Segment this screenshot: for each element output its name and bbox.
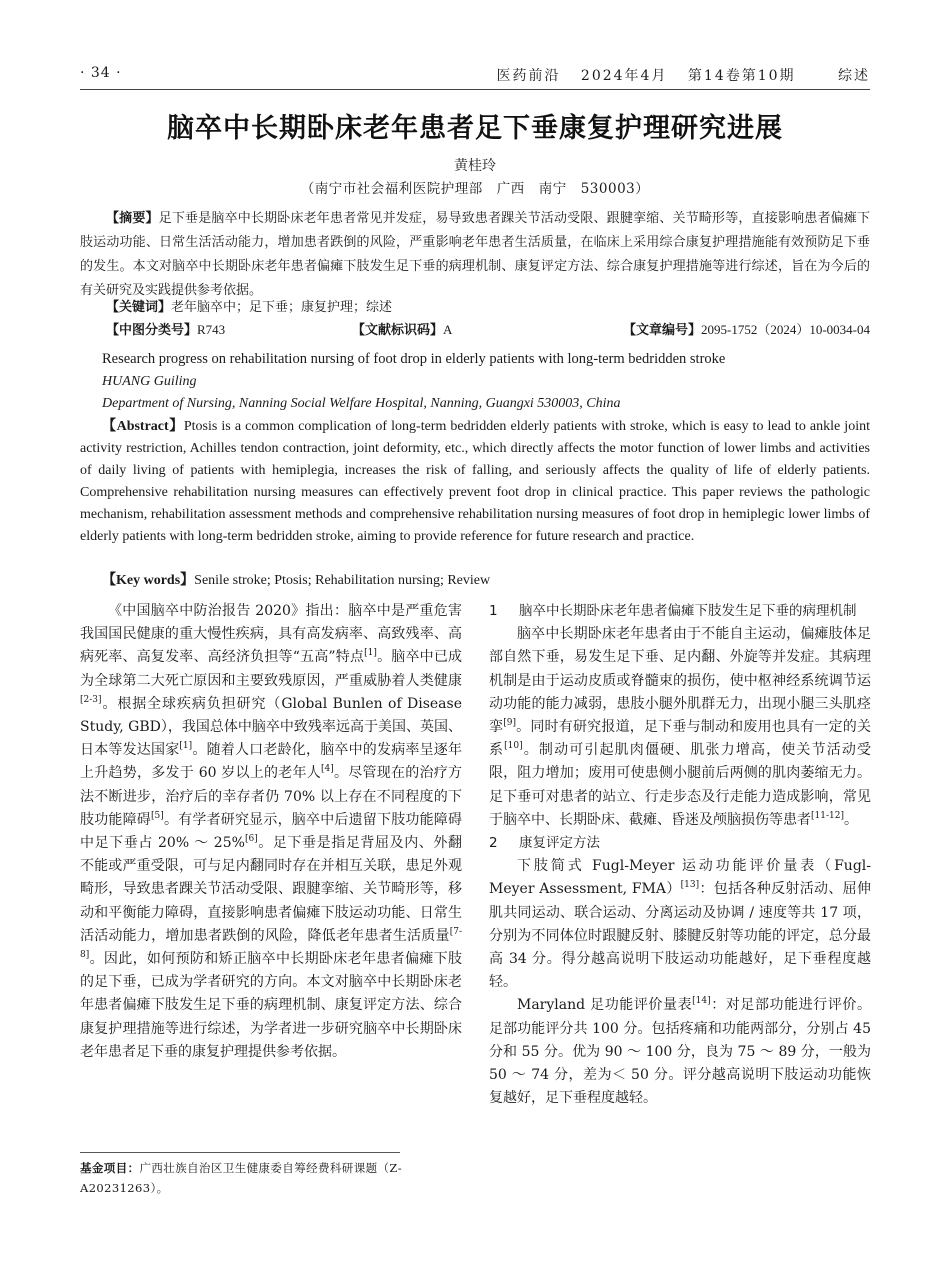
maryland-paragraph: Maryland 足功能评价量表[14]：对足部功能进行评价。足部功能评分共 100 分。包括疼痛和功能两部分，分别占 45 分和 55 分。优为 90 ～ 100 分，良为 75 ～ 89 分，一般为 50 ～ 74 分，差为＜ 50 分。评分越高说明下肢运动功能恢复越好，足下垂程度越轻。 (489, 996, 871, 1107)
section-heading-1: 1 脑卒中长期卧床老年患者偏瘫下肢发生足下垂的病理机制 (489, 603, 857, 619)
citation: [13] (680, 880, 700, 891)
abstract-label: 【摘要】 (106, 211, 159, 226)
citation: [6] (244, 834, 258, 845)
english-author: HUANG Guiling (102, 374, 197, 389)
citation: [4] (320, 764, 334, 775)
citation: [14] (692, 996, 711, 1007)
intro-paragraph: 《中国脑卒中防治报告 2020》指出：脑卒中是严重危害我国国民健康的重大慢性疾病，具有高发病率、高致残率、高病死率、高复发率、高经济负担等“五高”特点[1]。脑卒中已成为全球第二大死亡原因和主要致残原因，严重威胁着人类健康[2-3]。根据全球疾病负担研究（Global Bunlen of Disease Study, GBD），我国总体中脑卒中致残率远高于美国、英国、日本等发达国家[1]。随着人口老龄化，脑卒中的发病率呈逐年上升趋势，多发于 60 岁以上的老年人[4]。尽管现在的治疗方法不断进步，治疗后的幸存者仍 70% 以上存在不同程度的下肢功能障碍[5]。有学者研究显示，脑卒中后遗留下肢功能障碍中足下垂占 20% ～ 25%[6]。足下垂是指足背屈及内、外翻不能或严重受限，可与足内翻同时存在并相互关联，患足外观畸形，导致患者踝关节活动受限、跟腱挛缩、关节畸形等，移动和平衡能力障碍，直接影响患者偏瘫下肢运动功能、日常生活活动能力，增加患者跌倒的风险，降低老年患者生活质量[7-8]。因此，如何预防和矫正脑卒中长期卧床老年患者偏瘫下肢的足下垂，已成为学者研究的方向。本文对脑卒中长期卧床老年患者偏瘫下肢发生足下垂的病理机制、康复评定方法、综合康复护理措施等进行综述，为学者进一步研究脑卒中长期卧床老年患者足下垂的康复护理提供参考依据。 (80, 603, 463, 1060)
english-abstract-text: Ptosis is a common complication of long-term bedridden elderly patients with stroke, which is easy to lead to ankle joint activity restriction, Achilles tendon contraction, joint deformity, etc., which directly affects the motor function of lower limbs and activities of daily living of patients with hemiplegia, increases the risk of falling, and seriously affects the quality of life of elderly patients. Comprehensive rehabilitation nursing measures can effectively prevent foot drop in clinical practice. This paper reviews the pathologic mechanism, rehabilitation assessment methods and comprehensive rehabilitation nursing measures of foot drop in hemiplegic lower limbs of elderly patients with long-term bedridden stroke, aiming to provide reference for future research and practice. (80, 419, 870, 544)
citation: [10] (504, 741, 523, 752)
citation: [9] (503, 718, 516, 729)
english-department: Department of Nursing, Nanning Social Welfare Hospital, Nanning, Guangxi 530003, China (102, 396, 621, 411)
citation: [1] (179, 741, 193, 752)
abstract-text: 足下垂是脑卒中长期卧床老年患者常见并发症，易导致患者踝关节活动受限、跟腱挛缩、关节畸形等，直接影响患者偏瘫下肢运动功能、日常生活活动能力，增加患者跌倒的风险，严重影响老年患者生活质量，在临床上采用综合康复护理措施能有效预防足下垂的发生。本文对脑卒中长期卧床老年患者偏瘫下肢发生足下垂的病理机制、康复评定方法、综合康复护理措施等进行综述，旨在为今后的有关研究及实践提供参考依据。 (80, 211, 870, 298)
english-keywords (102, 569, 490, 589)
page-number: · 34 · (80, 65, 122, 81)
article-category: 综述 (838, 68, 870, 84)
section-heading-2: 2 康复评定方法 (489, 835, 600, 852)
footnote-divider (80, 1152, 400, 1153)
funding-text: 广西壮族自治区卫生健康委自筹经费科研课题（Z-A20231263）。 (80, 1161, 403, 1195)
funding-label: 基金项目： (80, 1161, 140, 1175)
keywords-label: 【关键词】 (106, 300, 172, 315)
article-title: 脑卒中长期卧床老年患者足下垂康复护理研究进展 (167, 113, 783, 144)
funding-footnote (80, 1158, 462, 1198)
volume-issue: 第14卷第10期 (687, 68, 796, 84)
issue-date: 2024年4月 (580, 68, 668, 84)
english-title: Research progress on rehabilitation nursing of foot drop in elderly patients with long-term bedridden stroke (102, 351, 726, 367)
english-keywords-label: 【Key words】 (102, 573, 195, 588)
citation: [1] (364, 648, 377, 659)
body-left-column (80, 600, 462, 1064)
citation: [5] (151, 810, 164, 821)
citation: [2-3] (80, 694, 102, 705)
keywords-text: 老年脑卒中；足下垂；康复护理；综述 (171, 300, 393, 315)
body-right-column (489, 600, 871, 1110)
author-affiliation: （南宁市社会福利医院护理部 广西 南宁 530003） (300, 181, 650, 197)
english-keywords-text: Senile stroke; Ptosis; Rehabilitation nursing; Review (194, 573, 491, 588)
journal-name: 医药前沿 (496, 68, 561, 84)
author-name: 黄桂玲 (454, 158, 496, 174)
fma-paragraph: 下肢简式 Fugl-Meyer 运动功能评价量表（Fugl-Meyer Assessment, FMA）[13]：包括各种反射活动、屈伸肌共同运动、联合运动、分离运动及协调 / 速度等共 17 项，分别为不同体位时跟腱反射、膝腱反射等功能的评定，总分最高 34 分。得分越高说明下肢运动功能越好，足下垂程度越轻。 (489, 858, 872, 991)
english-abstract (80, 416, 870, 548)
clc-number: 【中图分类号】R743 (106, 322, 226, 338)
article-number: 【文章编号】2095-1752（2024）10-0034-04 (622, 322, 870, 338)
document-code: 【文献标识码】A (352, 322, 453, 338)
citation: [11-12] (811, 810, 844, 821)
header-divider (80, 89, 870, 90)
chinese-keywords (106, 296, 870, 315)
citation: [7-8] (80, 926, 462, 961)
section-1-paragraph: 脑卒中长期卧床老年患者由于不能自主运动，偏瘫肢体足部自然下垂，易发生足下垂、足内翻、外旋等并发症。其病理机制是由于运动皮质或脊髓束的损伤，使中枢神经系统调节运动功能的能力减弱，患肢小腿外肌群无力，出现小腿三头肌痉挛[9]。同时有研究报道，足下垂与制动和废用也具有一定的关系[10]。制动可引起肌肉僵硬、肌张力增高，使关节活动受限，阻力增加；废用可使患侧小腿前后两侧的肌肉萎缩无力。足下垂可对患者的站立、行走步态及行走能力造成影响，常见于脑卒中、长期卧床、截瘫、昏迷及颅脑损伤等患者[11-12]。 (489, 626, 872, 828)
running-header (80, 62, 870, 86)
journal-info (482, 65, 870, 85)
english-abstract-label: 【Abstract】 (102, 419, 184, 434)
chinese-abstract (80, 207, 870, 303)
classification-row (106, 319, 870, 339)
